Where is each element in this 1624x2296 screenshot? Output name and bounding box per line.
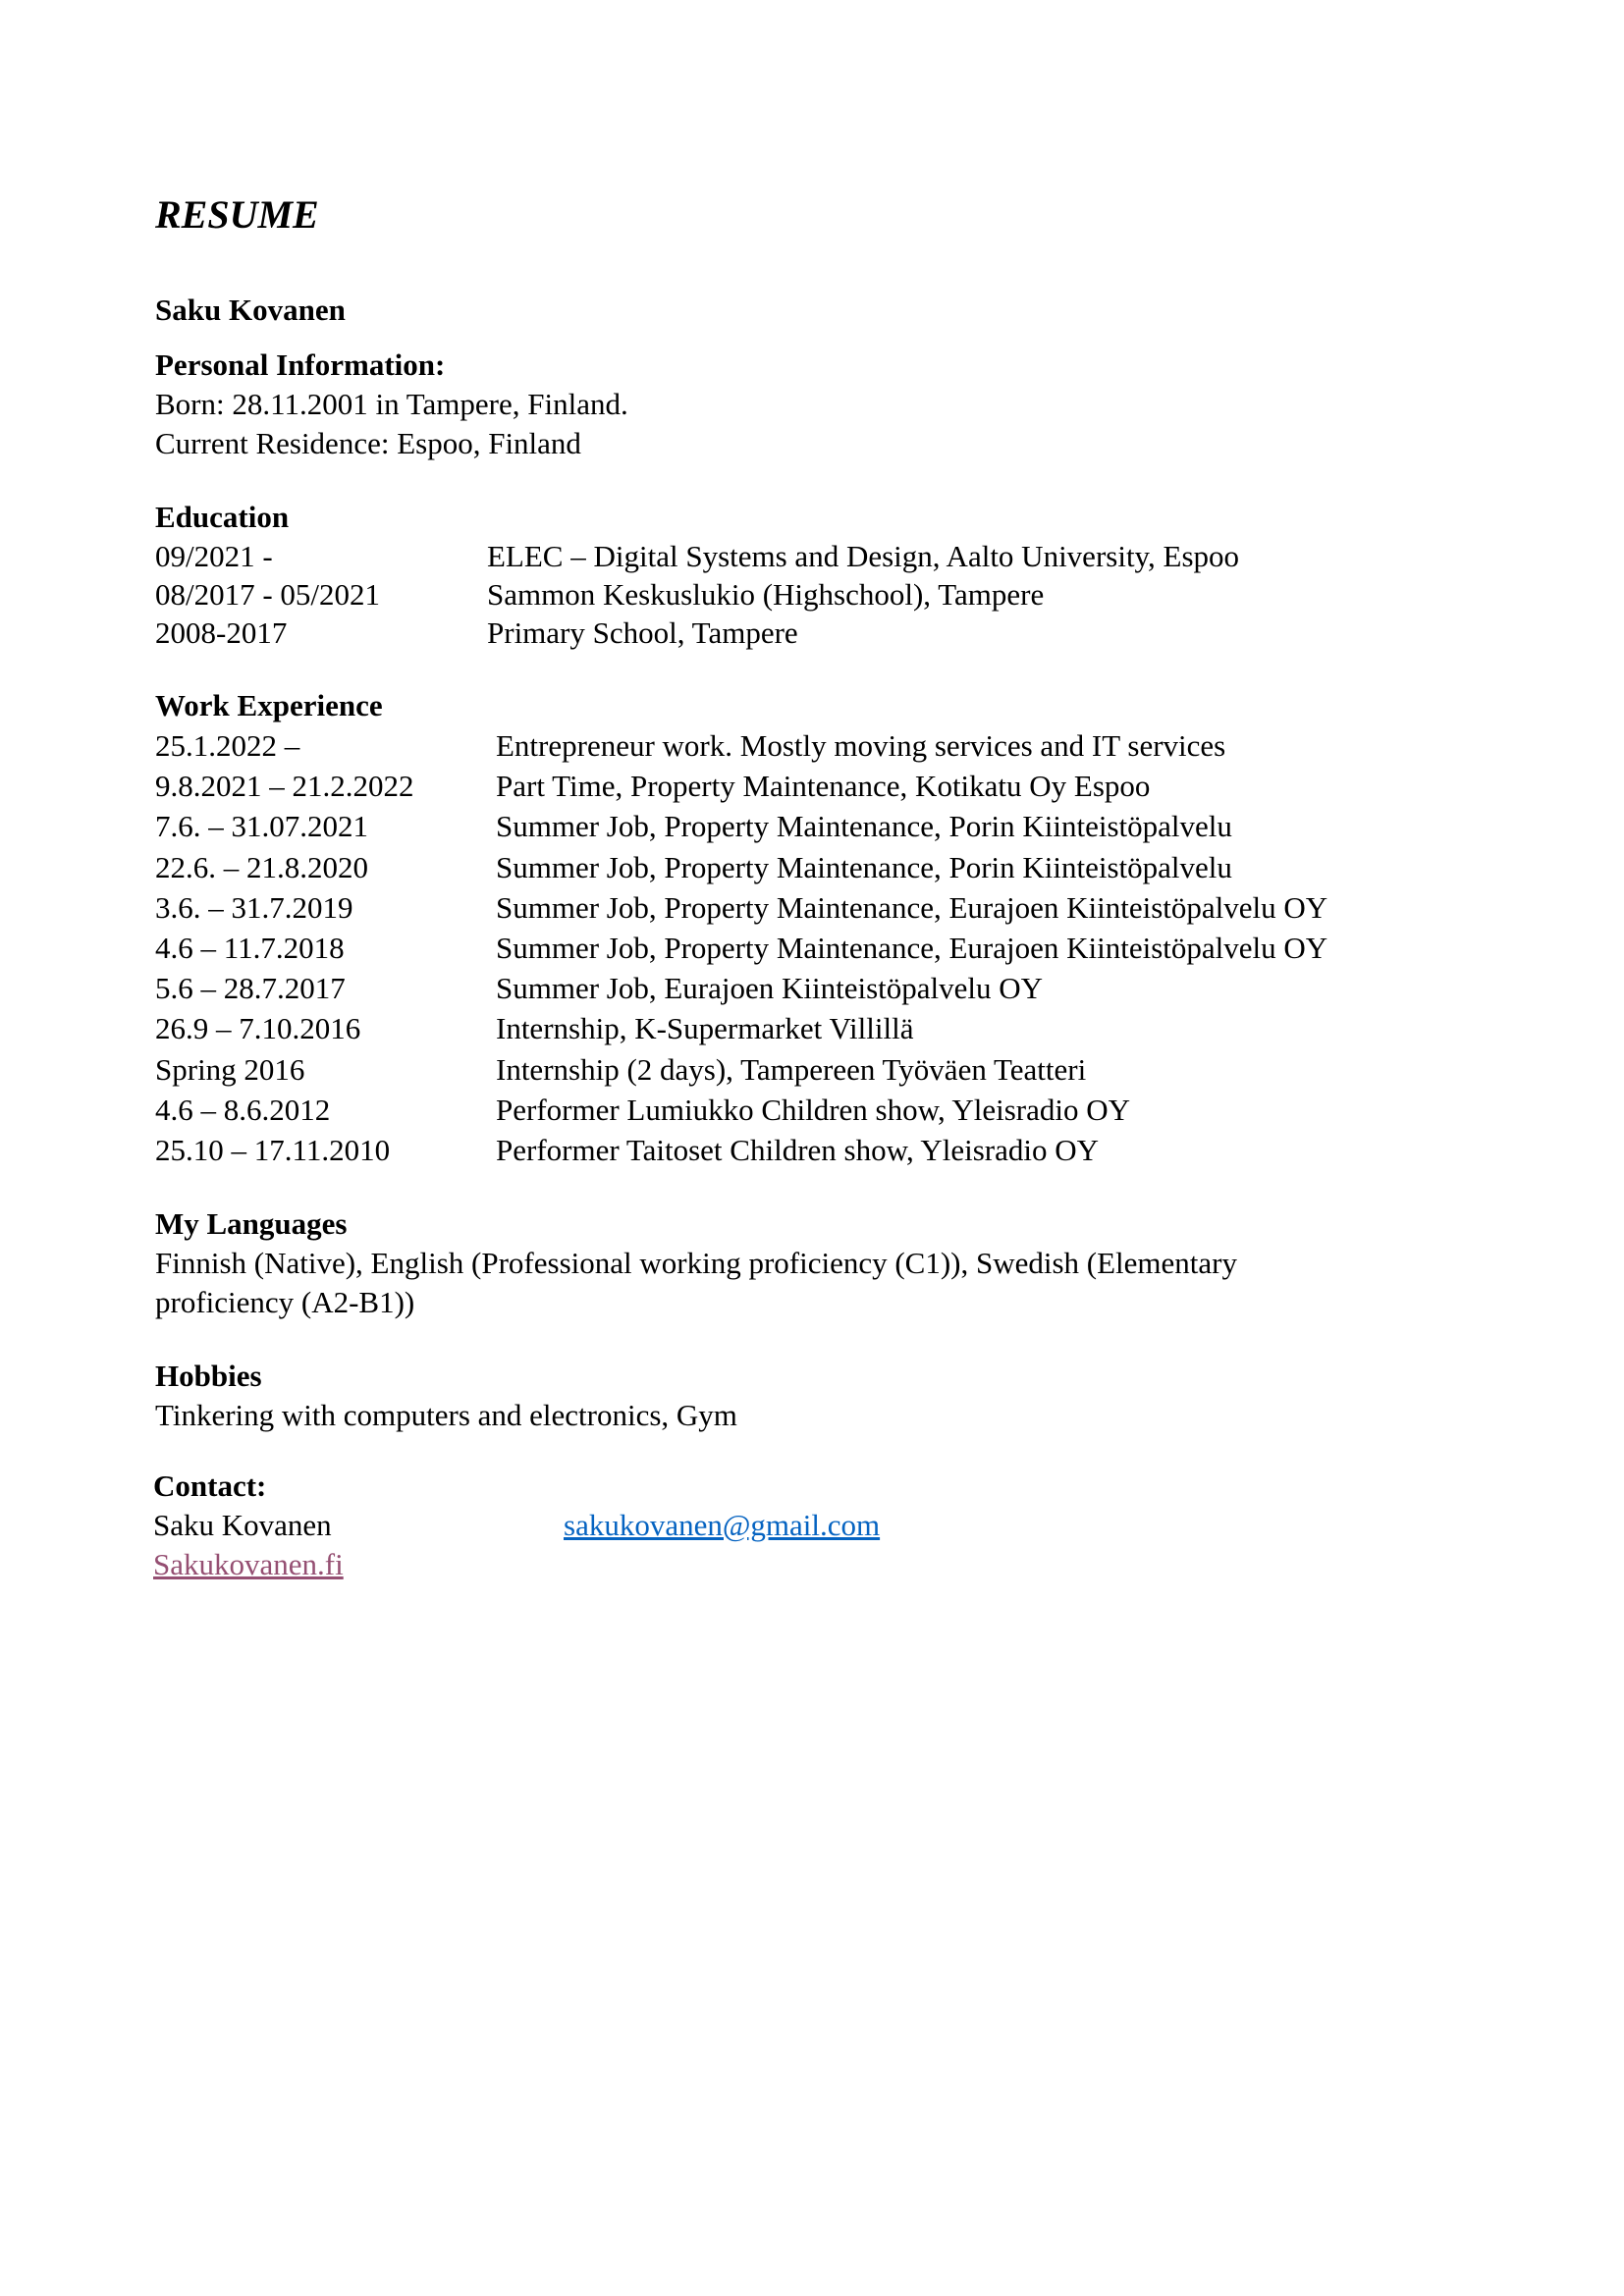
- languages-section: [155, 1204, 1373, 1322]
- contact-row: [153, 1545, 880, 1584]
- education-section: [155, 498, 1239, 652]
- education-description: Primary School, Tampere: [487, 615, 798, 650]
- work-row: [155, 887, 1327, 928]
- work-date: 4.6 – 8.6.2012: [155, 1092, 331, 1127]
- birth-info: Born: 28.11.2001 in Tampere, Finland.: [155, 387, 628, 421]
- hobbies-section: [155, 1357, 737, 1435]
- work-description: Internship, K-Supermarket Villillä: [496, 1011, 914, 1046]
- languages-heading: My Languages: [155, 1206, 348, 1241]
- education-row: [155, 575, 1239, 614]
- education-row: [155, 614, 1239, 652]
- work-description: Summer Job, Property Maintenance, Eurajoen Kiinteistöpalvelu OY: [496, 889, 1328, 925]
- work-date: 9.8.2021 – 21.2.2022: [155, 769, 414, 804]
- work-row: [155, 1049, 1327, 1090]
- education-description: Sammon Keskuslukio (Highschool), Tampere: [487, 577, 1045, 612]
- work-date: 25.1.2022 –: [155, 728, 300, 763]
- education-row: [155, 537, 1239, 575]
- work-experience-section: [155, 686, 1327, 1170]
- work-date: 22.6. – 21.8.2020: [155, 849, 368, 884]
- work-description: Part Time, Property Maintenance, Kotikatu Oy Espoo: [496, 769, 1151, 804]
- education-date: 2008-2017: [155, 615, 288, 650]
- personal-information-heading: Personal Information:: [155, 347, 446, 382]
- education-heading: Education: [155, 500, 290, 534]
- work-description: Internship (2 days), Tampereen Työväen Teatteri: [496, 1051, 1087, 1087]
- contact-row: [153, 1506, 880, 1545]
- education-date: 08/2017 - 05/2021: [155, 577, 381, 612]
- residence-info: Current Residence: Espoo, Finland: [155, 426, 581, 460]
- work-date: 26.9 – 7.10.2016: [155, 1011, 361, 1046]
- work-row: [155, 1130, 1327, 1170]
- work-row: [155, 928, 1327, 968]
- work-date: 7.6. – 31.07.2021: [155, 809, 368, 844]
- resume-title: RESUME: [155, 192, 319, 237]
- work-experience-heading: Work Experience: [155, 688, 383, 722]
- education-date: 09/2021 -: [155, 539, 273, 573]
- hobbies-heading: Hobbies: [155, 1359, 262, 1393]
- work-row: [155, 968, 1327, 1008]
- languages-text: Finnish (Native), English (Professional working proficiency (C1)), Swedish (Elementary proficiency (A2-B1)): [155, 1246, 1237, 1319]
- work-date: 3.6. – 31.7.2019: [155, 889, 353, 925]
- work-row: [155, 725, 1327, 766]
- education-description: ELEC – Digital Systems and Design, Aalto University, Espoo: [487, 539, 1240, 573]
- work-description: Summer Job, Eurajoen Kiinteistöpalvelu OY: [496, 971, 1044, 1006]
- work-description: Entrepreneur work. Mostly moving services and IT services: [496, 728, 1226, 763]
- work-row: [155, 847, 1327, 887]
- work-date: 4.6 – 11.7.2018: [155, 930, 345, 965]
- work-date: 25.10 – 17.11.2010: [155, 1132, 391, 1167]
- hobbies-text: Tinkering with computers and electronics, Gym: [155, 1398, 737, 1432]
- contact-heading: Contact:: [153, 1468, 267, 1503]
- work-description: Summer Job, Property Maintenance, Porin Kiinteistöpalvelu: [496, 809, 1232, 844]
- email-link[interactable]: sakukovanen@gmail.com: [564, 1508, 881, 1542]
- work-row: [155, 766, 1327, 806]
- work-date: 5.6 – 28.7.2017: [155, 971, 346, 1006]
- applicant-name: Saku Kovanen: [155, 293, 346, 327]
- work-description: Summer Job, Property Maintenance, Eurajoen Kiinteistöpalvelu OY: [496, 930, 1328, 965]
- work-row: [155, 1008, 1327, 1048]
- work-row: [155, 806, 1327, 846]
- work-row: [155, 1090, 1327, 1130]
- personal-information-section: [155, 346, 628, 463]
- website-link[interactable]: Sakukovanen.fi: [153, 1547, 344, 1581]
- work-description: Performer Lumiukko Children show, Yleisradio OY: [496, 1092, 1131, 1127]
- work-date: Spring 2016: [155, 1051, 305, 1087]
- work-description: Performer Taitoset Children show, Yleisradio OY: [496, 1132, 1099, 1167]
- work-description: Summer Job, Property Maintenance, Porin Kiinteistöpalvelu: [496, 849, 1232, 884]
- contact-section: [153, 1467, 880, 1584]
- contact-name: Saku Kovanen: [153, 1508, 332, 1542]
